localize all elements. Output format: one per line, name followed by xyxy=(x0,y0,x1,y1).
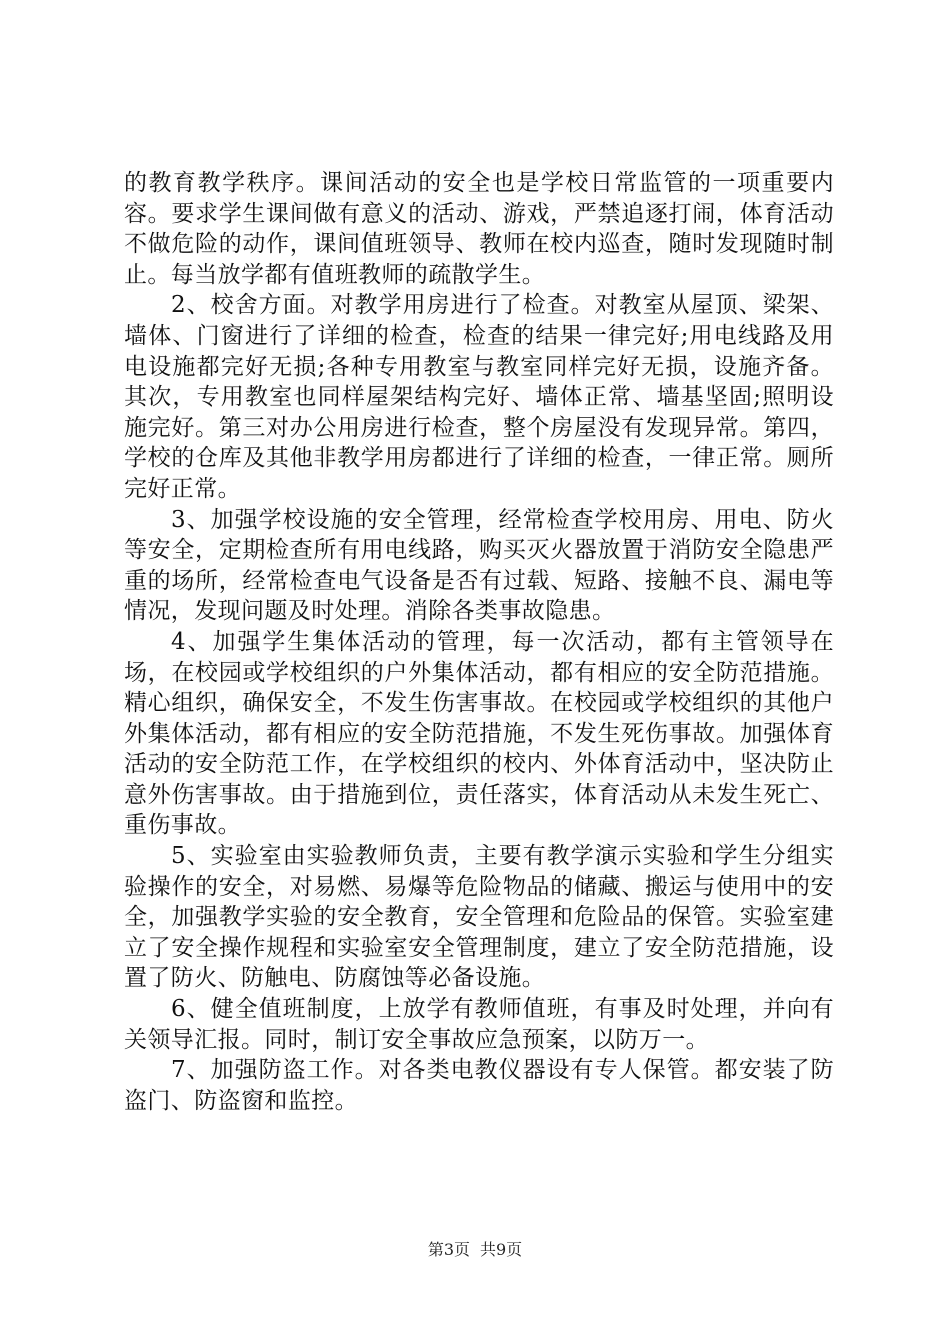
page-total: 共9页 xyxy=(480,1240,523,1259)
paragraph-item-3: 3、加强学校设施的安全管理，经常检查学校用房、用电、防火等安全，定期检查所有用电线路，购买灭火器放置于消防安全隐患严重的场所，经常检查电气设备是否有过载、短路、接触不良、漏电等情况，发现问题及时处理。消除各类事故隐患。 xyxy=(124,506,834,625)
page-number: 第3页 xyxy=(427,1240,470,1259)
page-footer xyxy=(0,1240,950,1260)
document-body xyxy=(124,168,834,1116)
paragraph-item-5: 5、实验室由实验教师负责，主要有教学演示实验和学生分组实验操作的安全，对易燃、易爆等危险物品的储藏、搬运与使用中的安全，加强教学实验的安全教育，安全管理和危险品的保管。实验室建立了安全操作规程和实验室安全管理制度，建立了安全防范措施，设置了防火、防触电、防腐蚀等必备设施。 xyxy=(124,843,834,992)
paragraph-item-7: 7、加强防盗工作。对各类电教仪器设有专人保管。都安装了防盗门、防盗窗和监控。 xyxy=(124,1057,834,1114)
paragraph-item-2: 2、校舍方面。对教学用房进行了检查。对教室从屋顶、梁架、墙体、门窗进行了详细的检查，检查的结果一律完好;用电线路及用电设施都完好无损;各种专用教室与教室同样完好无损，设施齐备。其次，专用教室也同样屋架结构完好、墙体正常、墙基坚固;照明设施完好。第三对办公用房进行检查，整个房屋没有发现异常。第四，学校的仓库及其他非教学用房都进行了详细的检查，一律正常。厕所完好正常。 xyxy=(124,292,834,502)
paragraph-continuation: 的教育教学秩序。课间活动的安全也是学校日常监管的一项重要内容。要求学生课间做有意义的活动、游戏，严禁追逐打闹，体育活动不做危险的动作，课间值班领导、教师在校内巡查，随时发现随时制止。每当放学都有值班教师的疏散学生。 xyxy=(124,170,834,288)
paragraph-item-4: 4、加强学生集体活动的管理，每一次活动，都有主管领导在场，在校园或学校组织的户外集体活动，都有相应的安全防范措施。精心组织，确保安全，不发生伤害事故。在校园或学校组织的其他户外集体活动，都有相应的安全防范措施，不发生死伤事故。加强体育活动的安全防范工作，在学校组织的校内、外体育活动中，坚决防止意外伤害事故。由于措施到位，责任落实，体育活动从未发生死亡、重伤事故。 xyxy=(124,628,834,839)
paragraph-item-6: 6、健全值班制度，上放学有教师值班，有事及时处理，并向有关领导汇报。同时，制订安全事故应急预案，以防万一。 xyxy=(124,996,834,1053)
